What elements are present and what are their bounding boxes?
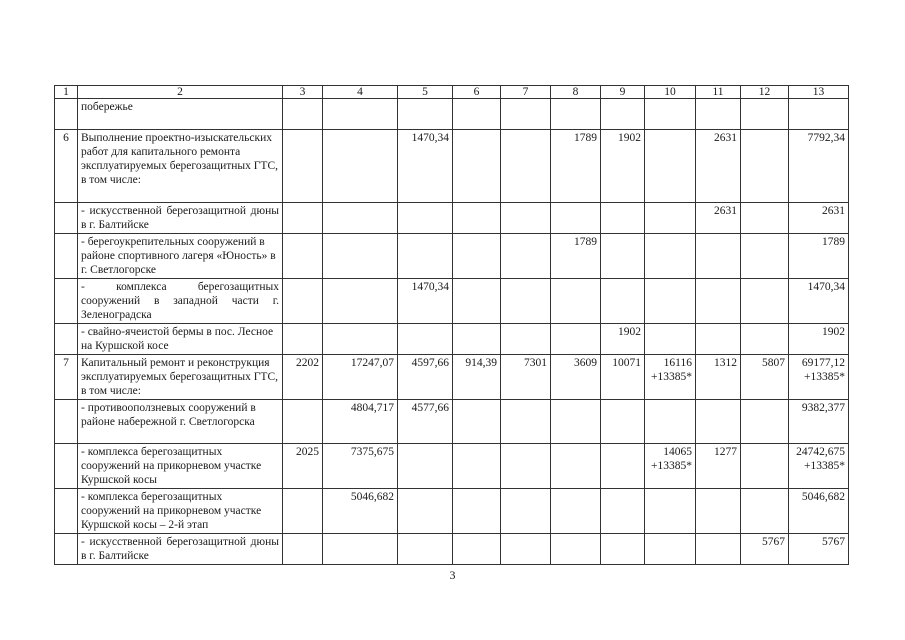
value-cell xyxy=(501,444,551,489)
column-number-cell: 3 xyxy=(283,86,323,99)
value-cell xyxy=(645,534,696,565)
value-cell xyxy=(323,324,398,355)
value-cell xyxy=(283,234,323,279)
row-number-cell xyxy=(55,400,78,444)
column-number-cell: 5 xyxy=(398,86,453,99)
value-cell xyxy=(601,203,645,234)
column-number-cell: 9 xyxy=(601,86,645,99)
value-cell xyxy=(645,489,696,534)
value-cell xyxy=(453,324,501,355)
value-cell xyxy=(501,234,551,279)
value-cell: 1470,34 xyxy=(398,130,453,203)
value-cell xyxy=(645,99,696,130)
value-cell: 5807 xyxy=(741,355,789,400)
value-cell xyxy=(453,99,501,130)
column-number-cell: 2 xyxy=(78,86,283,99)
value-cell xyxy=(501,99,551,130)
value-cell xyxy=(551,279,601,324)
value-cell xyxy=(696,400,741,444)
value-cell xyxy=(645,400,696,444)
value-cell xyxy=(741,279,789,324)
description-cell: - комплекса берегозащитных сооружений в западной части г. Зеленоградска xyxy=(78,279,283,324)
value-cell xyxy=(551,489,601,534)
value-cell xyxy=(696,234,741,279)
table-row xyxy=(55,444,849,489)
value-cell: 1902 xyxy=(789,324,849,355)
table-row xyxy=(55,279,849,324)
value-cell xyxy=(741,444,789,489)
value-cell xyxy=(501,534,551,565)
value-cell: 914,39 xyxy=(453,355,501,400)
value-cell: 14065 +13385* xyxy=(645,444,696,489)
value-cell xyxy=(741,99,789,130)
value-cell: 16116 +13385* xyxy=(645,355,696,400)
table-row xyxy=(55,534,849,565)
value-cell: 10071 xyxy=(601,355,645,400)
description-cell: - комплекса берегозащитных сооружений на прикорневом участке Куршской косы – 2-й этап xyxy=(78,489,283,534)
value-cell xyxy=(645,324,696,355)
value-cell xyxy=(283,324,323,355)
value-cell: 1789 xyxy=(551,234,601,279)
value-cell xyxy=(601,279,645,324)
value-cell xyxy=(696,324,741,355)
value-cell xyxy=(283,534,323,565)
table-row xyxy=(55,99,849,130)
value-cell xyxy=(453,279,501,324)
row-number-cell: 7 xyxy=(55,355,78,400)
column-number-cell: 1 xyxy=(55,86,78,99)
value-cell xyxy=(453,534,501,565)
value-cell xyxy=(453,203,501,234)
table-row xyxy=(55,130,849,203)
row-number-cell xyxy=(55,203,78,234)
value-cell xyxy=(283,279,323,324)
table-row xyxy=(55,355,849,400)
value-cell: 5767 xyxy=(789,534,849,565)
value-cell: 5767 xyxy=(741,534,789,565)
value-cell: 1470,34 xyxy=(398,279,453,324)
value-cell xyxy=(601,489,645,534)
value-cell xyxy=(741,400,789,444)
value-cell xyxy=(283,99,323,130)
column-number-cell: 6 xyxy=(453,86,501,99)
value-cell xyxy=(741,489,789,534)
description-cell: - берегоукрепительных сооружений в районе спортивного лагеря «Юность» в г. Светлогорске xyxy=(78,234,283,279)
description-cell: - искусственной берегозащитной дюны в г. Балтийске xyxy=(78,534,283,565)
value-cell xyxy=(453,444,501,489)
value-cell xyxy=(501,130,551,203)
column-number-cell: 7 xyxy=(501,86,551,99)
column-number-cell: 4 xyxy=(323,86,398,99)
value-cell xyxy=(501,203,551,234)
value-cell xyxy=(283,400,323,444)
value-cell xyxy=(601,99,645,130)
value-cell: 4597,66 xyxy=(398,355,453,400)
value-cell xyxy=(551,400,601,444)
value-cell: 1789 xyxy=(551,130,601,203)
table-row xyxy=(55,234,849,279)
value-cell xyxy=(551,444,601,489)
value-cell: 7375,675 xyxy=(323,444,398,489)
value-cell: 1789 xyxy=(789,234,849,279)
value-cell xyxy=(323,234,398,279)
value-cell: 5046,682 xyxy=(789,489,849,534)
value-cell xyxy=(398,234,453,279)
value-cell: 2631 xyxy=(696,203,741,234)
description-cell: - противооползневых сооружений в районе набережной г. Светлогорска xyxy=(78,400,283,444)
value-cell xyxy=(501,400,551,444)
row-number-cell xyxy=(55,324,78,355)
table-row xyxy=(55,400,849,444)
value-cell xyxy=(453,489,501,534)
value-cell xyxy=(398,99,453,130)
value-cell xyxy=(398,324,453,355)
value-cell xyxy=(323,534,398,565)
table-row xyxy=(55,489,849,534)
value-cell: 7301 xyxy=(501,355,551,400)
row-number-cell xyxy=(55,279,78,324)
value-cell xyxy=(453,400,501,444)
column-number-cell: 10 xyxy=(645,86,696,99)
value-cell: 9382,377 xyxy=(789,400,849,444)
value-cell: 7792,34 xyxy=(789,130,849,203)
page-number: 3 xyxy=(449,568,456,582)
value-cell xyxy=(323,130,398,203)
table-row xyxy=(55,203,849,234)
value-cell xyxy=(323,279,398,324)
value-cell: 24742,675 +13385* xyxy=(789,444,849,489)
row-number-cell xyxy=(55,489,78,534)
value-cell xyxy=(696,99,741,130)
value-cell xyxy=(601,400,645,444)
value-cell xyxy=(398,444,453,489)
value-cell: 2631 xyxy=(789,203,849,234)
value-cell xyxy=(741,324,789,355)
row-number-cell xyxy=(55,534,78,565)
value-cell: 1902 xyxy=(601,324,645,355)
value-cell xyxy=(398,534,453,565)
table-row xyxy=(55,324,849,355)
column-number-cell: 11 xyxy=(696,86,741,99)
value-cell: 2631 xyxy=(696,130,741,203)
value-cell: 1470,34 xyxy=(789,279,849,324)
value-cell xyxy=(741,203,789,234)
value-cell xyxy=(323,99,398,130)
value-cell xyxy=(283,130,323,203)
value-cell xyxy=(501,324,551,355)
description-cell: - свайно-ячеистой бермы в пос. Лесное на Куршской косе xyxy=(78,324,283,355)
value-cell xyxy=(283,203,323,234)
description-cell: Капитальный ремонт и реконструкция эксплуатируемых берегозащитных ГТС, в том числе: xyxy=(78,355,283,400)
value-cell xyxy=(453,130,501,203)
value-cell xyxy=(645,203,696,234)
column-number-row xyxy=(55,86,849,99)
value-cell: 2202 xyxy=(283,355,323,400)
value-cell xyxy=(551,99,601,130)
value-cell xyxy=(551,324,601,355)
description-cell: - комплекса берегозащитных сооружений на прикорневом участке Куршской косы xyxy=(78,444,283,489)
value-cell xyxy=(741,130,789,203)
row-number-cell xyxy=(55,444,78,489)
value-cell: 17247,07 xyxy=(323,355,398,400)
value-cell: 2025 xyxy=(283,444,323,489)
value-cell xyxy=(398,203,453,234)
value-cell xyxy=(283,489,323,534)
document-sheet xyxy=(54,85,849,565)
value-cell xyxy=(789,99,849,130)
value-cell: 1277 xyxy=(696,444,741,489)
row-number-cell xyxy=(55,234,78,279)
value-cell xyxy=(601,534,645,565)
row-number-cell: 6 xyxy=(55,130,78,203)
value-cell xyxy=(551,203,601,234)
value-cell xyxy=(601,444,645,489)
value-cell xyxy=(501,279,551,324)
value-cell: 4577,66 xyxy=(398,400,453,444)
value-cell xyxy=(501,489,551,534)
value-cell xyxy=(645,130,696,203)
value-cell: 5046,682 xyxy=(323,489,398,534)
value-cell: 3609 xyxy=(551,355,601,400)
column-number-cell: 8 xyxy=(551,86,601,99)
value-cell xyxy=(696,534,741,565)
value-cell xyxy=(453,234,501,279)
row-number-cell xyxy=(55,99,78,130)
table-body xyxy=(55,86,849,565)
column-number-cell: 13 xyxy=(789,86,849,99)
value-cell xyxy=(696,489,741,534)
description-cell: - искусственной берегозащитной дюны в г. Балтийске xyxy=(78,203,283,234)
value-cell xyxy=(645,234,696,279)
value-cell: 1902 xyxy=(601,130,645,203)
value-cell xyxy=(696,279,741,324)
value-cell: 4804,717 xyxy=(323,400,398,444)
column-number-cell: 12 xyxy=(741,86,789,99)
value-cell xyxy=(323,203,398,234)
value-cell xyxy=(741,234,789,279)
value-cell xyxy=(601,234,645,279)
description-cell: Выполнение проектно-изыскательских работ для капитального ремонта эксплуатируемых берегозащитных ГТС, в том числе: xyxy=(78,130,283,203)
value-cell: 69177,12 +13385* xyxy=(789,355,849,400)
value-cell xyxy=(551,534,601,565)
value-cell xyxy=(645,279,696,324)
description-cell: побережье xyxy=(78,99,283,130)
budget-table xyxy=(54,85,849,565)
value-cell xyxy=(398,489,453,534)
value-cell: 1312 xyxy=(696,355,741,400)
